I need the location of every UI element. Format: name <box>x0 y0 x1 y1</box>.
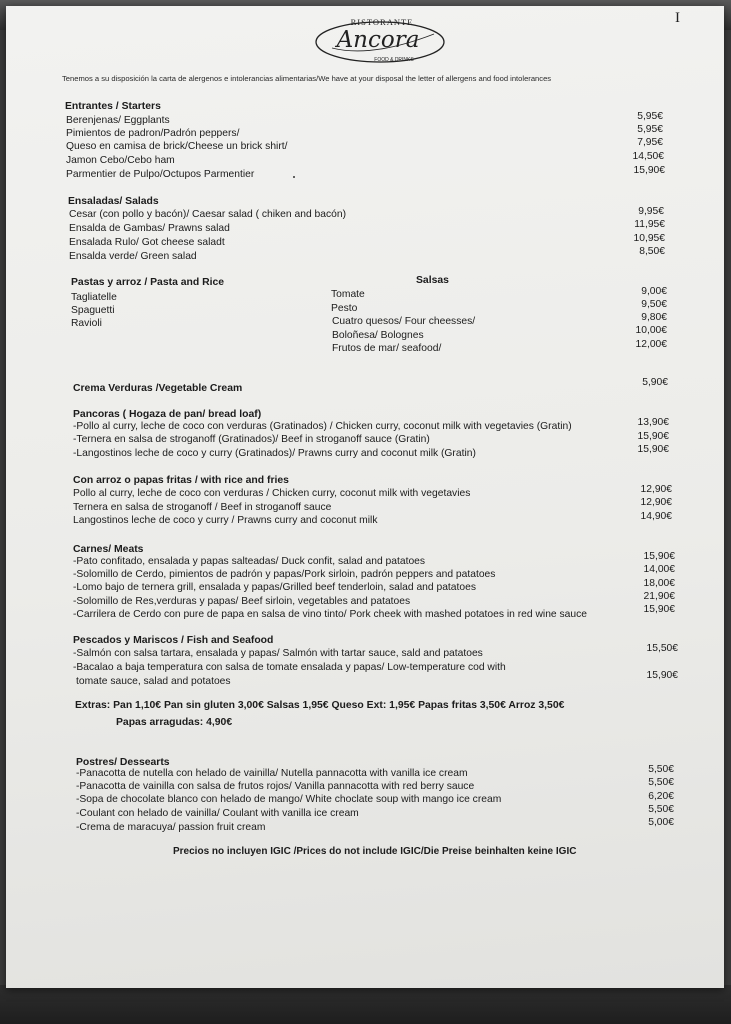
menu-item: Queso en camisa de brick/Cheese un brick shirt/ <box>66 141 288 152</box>
fish-title: Pescados y Mariscos / Fish and Seafood <box>73 635 274 646</box>
menu-price: 9,80€ <box>641 312 667 323</box>
brand-top-text: RISTORANTE <box>350 17 414 27</box>
menu-price: 15,90€ <box>643 604 675 615</box>
menu-item: Ensalada Rulo/ Got cheese saladt <box>69 237 225 248</box>
menu-price: 5,50€ <box>648 764 674 775</box>
menu-item: -Coulant con helado de vainilla/ Coulant with vanilla ice cream <box>76 808 359 819</box>
sauce-item: Frutos de mar/ seafood/ <box>332 343 442 354</box>
menu-price: 8,50€ <box>639 246 665 257</box>
sauce-item: Cuatro quesos/ Four cheesses/ <box>332 316 476 327</box>
salads-title: Ensaladas/ Salads <box>68 196 159 207</box>
menu-item: -Solomillo de Res,verduras y papas/ Beef sirloin, vegetables and patatoes <box>73 596 411 607</box>
menu-item: -Pollo al curry, leche de coco con verduras (Gratinados) / Chicken curry, coconut milk with vegetavies (Gratin) <box>73 421 572 432</box>
sauce-item: Boloñesa/ Bolognes <box>332 330 424 341</box>
menu-item-continued: tomate sauce, salad and potatoes <box>76 676 231 687</box>
menu-item: -Ternera en salsa de stroganoff (Gratinados)/ Beef in stroganoff sauce (Gratin) <box>73 434 430 445</box>
menu-item: Jamon Cebo/Cebo ham <box>66 155 175 166</box>
pasta-title: Pastas y arroz / Pasta and Rice <box>71 277 225 288</box>
rice-fries-title: Con arroz o papas fritas / with rice and fries <box>73 475 289 486</box>
meats-title: Carnes/ Meats <box>73 544 144 555</box>
brand-sub-text: FOOD & DRINKS <box>374 57 414 63</box>
tax-note: Precios no incluyen IGIC /Prices do not include IGIC/Die Preise beinhalten keine IGIC <box>173 846 577 857</box>
menu-price: 5,00€ <box>648 817 674 828</box>
menu-item: Parmentier de Pulpo/Octupos Parmentier <box>66 169 255 180</box>
sauces-title: Salsas <box>416 275 449 286</box>
menu-price: 15,50€ <box>646 643 678 654</box>
desserts-title: Postres/ Dessearts <box>76 757 170 768</box>
menu-item: -Langostinos leche de coco y curry (Gratinados)/ Prawns curry and coconut milk (Gratin) <box>73 448 476 459</box>
menu-price: 9,95€ <box>638 206 664 217</box>
menu-price: 5,95€ <box>637 111 663 122</box>
menu-price: 15,90€ <box>646 670 678 681</box>
menu-price: 12,00€ <box>635 339 667 350</box>
extras-line: Papas arragudas: 4,90€ <box>116 717 233 728</box>
menu-item: -Pato confitado, ensalada y papas salteadas/ Duck confit, salad and patatoes <box>73 556 426 567</box>
sauce-item: Pesto <box>331 303 358 314</box>
menu-item: -Crema de maracuya/ passion fruit cream <box>76 822 266 833</box>
menu-price: 5,50€ <box>648 777 674 788</box>
menu-item: Berenjenas/ Eggplants <box>66 115 170 126</box>
pasta-type: Spaguetti <box>71 305 115 316</box>
menu-price: 7,95€ <box>637 137 663 148</box>
menu-price: 5,95€ <box>637 124 663 135</box>
menu-price: 15,90€ <box>633 165 665 176</box>
page-marker: I <box>675 10 680 26</box>
menu-price: 10,00€ <box>635 325 667 336</box>
menu-price: 14,50€ <box>632 151 664 162</box>
stray-mark <box>293 176 295 178</box>
sauce-item: Tomate <box>331 289 365 300</box>
menu-item: -Salmón con salsa tartara, ensalada y papas/ Salmón with tartar sauce, sald and patatoes <box>73 648 483 659</box>
menu-price: 5,90€ <box>642 377 668 388</box>
brand-name-text: Ancora <box>336 27 420 53</box>
menu-item: Langostinos leche de coco y curry / Prawns curry and coconut milk <box>73 515 378 526</box>
cream-title: Crema Verduras /Vegetable Cream <box>73 383 243 394</box>
allergen-notice: Tenemos a su disposición la carta de alergenos e intolerancias alimentarias/We have at your disposal the letter of allergens and food intolerances <box>62 74 552 83</box>
menu-price: 12,90€ <box>640 484 672 495</box>
menu-item: Pimientos de padron/Padrón peppers/ <box>66 128 240 139</box>
starters-title: Entrantes / Starters <box>65 101 161 112</box>
menu-item: -Panacotta de nutella con helado de vainilla/ Nutella pannacotta with vanilla ice cream <box>76 768 468 779</box>
menu-price: 21,90€ <box>643 591 675 602</box>
pasta-type: Tagliatelle <box>71 292 117 303</box>
menu-price: 14,90€ <box>640 511 672 522</box>
menu-item: -Panacotta de vainilla con salsa de frutos rojos/ Vanilla pannacotta with red berry sauce <box>76 781 475 792</box>
menu-item: -Sopa de chocolate blanco con helado de mango/ White choclate soup with mango ice cream <box>76 794 502 805</box>
menu-item: Pollo al curry, leche de coco con verduras / Chicken curry, coconut milk with vegetavies <box>73 488 471 499</box>
menu-item: Cesar (con pollo y bacón)/ Caesar salad ( chiken and bacón) <box>69 209 347 220</box>
menu-item: -Lomo bajo de ternera grill, ensalada y papas/Grilled beef tenderloin, salad and patatoes <box>73 582 476 593</box>
menu-price: 15,90€ <box>637 444 669 455</box>
menu-price: 9,00€ <box>641 286 667 297</box>
menu-price: 13,90€ <box>637 417 669 428</box>
menu-item: -Carrilera de Cerdo con pure de papa en salsa de vino tinto/ Pork cheek with mashed potatoes in red wine sauce <box>73 609 587 620</box>
pancoras-title: Pancoras ( Hogaza de pan/ bread loaf) <box>73 409 262 420</box>
menu-price: 15,90€ <box>643 551 675 562</box>
menu-item: Ternera en salsa de stroganoff / Beef in stroganoff sauce <box>73 502 332 513</box>
menu-price: 5,50€ <box>648 804 674 815</box>
menu-price: 15,90€ <box>637 431 669 442</box>
extras-line: Extras: Pan 1,10€ Pan sin gluten 3,00€ Salsas 1,95€ Queso Ext: 1,95€ Papas fritas 3,50€ Arroz 3,50€ <box>75 700 565 711</box>
menu-price: 10,95€ <box>633 233 665 244</box>
ancora-logo <box>312 14 448 70</box>
menu-price: 11,95€ <box>634 219 665 230</box>
menu-item: -Bacalao a baja temperatura con salsa de tomate ensalada y papas/ Low-temperature cod with <box>73 662 506 673</box>
menu-price: 9,50€ <box>641 299 667 310</box>
pasta-type: Ravioli <box>71 318 102 329</box>
menu-item: Ensalda de Gambas/ Prawns salad <box>69 223 230 234</box>
menu-price: 6,20€ <box>648 791 674 802</box>
menu-price: 14,00€ <box>643 564 675 575</box>
menu-price: 18,00€ <box>643 578 675 589</box>
menu-item: Ensalda verde/ Green salad <box>69 251 197 262</box>
menu-price: 12,90€ <box>640 497 672 508</box>
background-bottom <box>0 985 731 1024</box>
menu-item: -Solomillo de Cerdo, pimientos de padrón y papas/Pork sirloin, padrón peppers and patatoes <box>73 569 496 580</box>
